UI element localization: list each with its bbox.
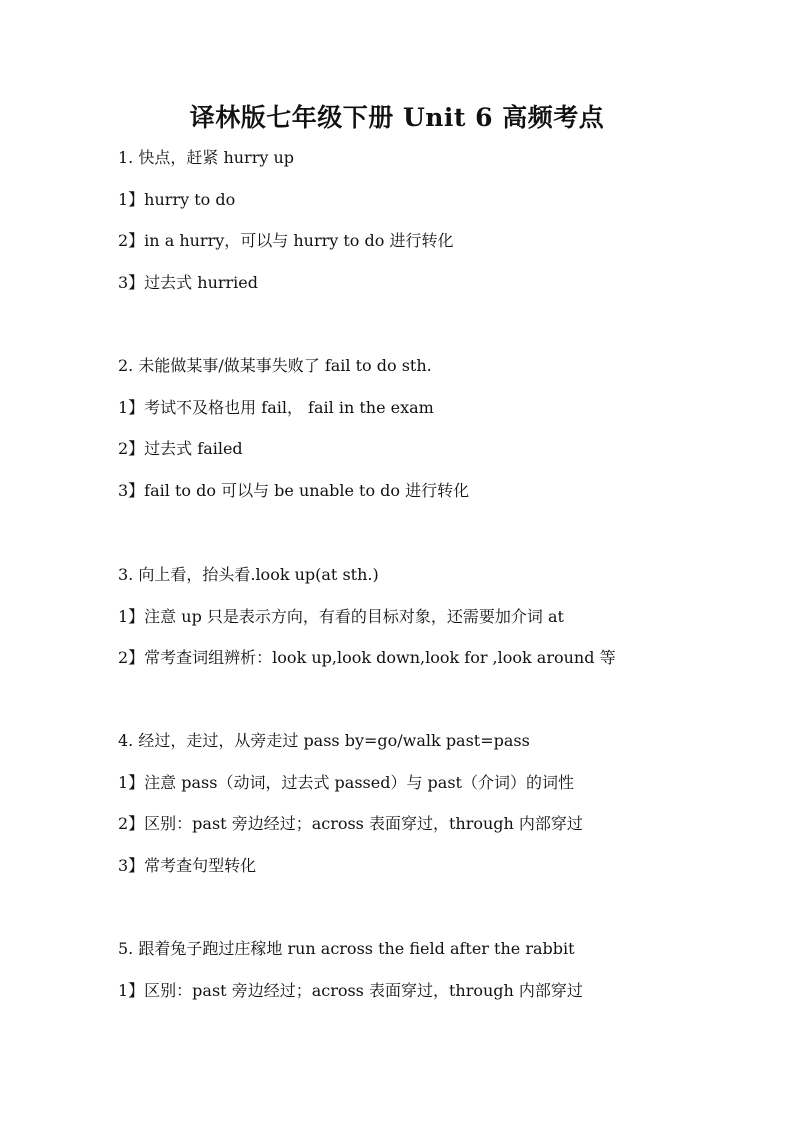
point-item: 3】常考查句型转化: [118, 855, 257, 875]
page-title: 译林版七年级下册 Unit 6 高频考点: [189, 103, 605, 132]
section-5: [118, 939, 738, 1001]
section-heading: 5. 跟着兔子跑过庄稼地 run across the field after the rabbit: [118, 939, 575, 958]
section-heading: 3. 向上看，抬头看.look up(at sth.): [118, 565, 379, 584]
section-4: [118, 731, 738, 876]
point-item: 2】过去式 failed: [118, 439, 243, 459]
section-1: [118, 148, 738, 293]
point-item: 1】考试不及格也用 fail， fail in the exam: [118, 397, 434, 417]
section-3: [118, 565, 738, 668]
section-heading: 4. 经过，走过，从旁走过 pass by=go/walk past=pass: [118, 731, 530, 750]
point-item: 1】区别：past 旁边经过；across 表面穿过，through 内部穿过: [118, 980, 583, 1000]
point-item: 3】过去式 hurried: [118, 272, 259, 292]
point-item: 2】in a hurry，可以与 hurry to do 进行转化: [118, 231, 454, 251]
point-item: 2】区别：past 旁边经过；across 表面穿过，through 内部穿过: [118, 814, 583, 834]
section-2: [118, 356, 738, 501]
section-heading: 2. 未能做某事/做某事失败了 fail to do sth.: [118, 356, 432, 375]
point-item: 3】fail to do 可以与 be unable to do 进行转化: [118, 480, 470, 500]
point-item: 1】注意 up 只是表示方向，有看的目标对象，还需要加介词 at: [118, 606, 564, 626]
point-item: 2】常考查词组辨析：look up,look down,look for ,look around 等: [118, 648, 616, 668]
point-item: 1】hurry to do: [118, 189, 236, 209]
section-heading: 1. 快点，赶紧 hurry up: [118, 148, 295, 167]
point-item: 1】注意 pass（动词，过去式 passed）与 past（介词）的词性: [118, 772, 574, 792]
